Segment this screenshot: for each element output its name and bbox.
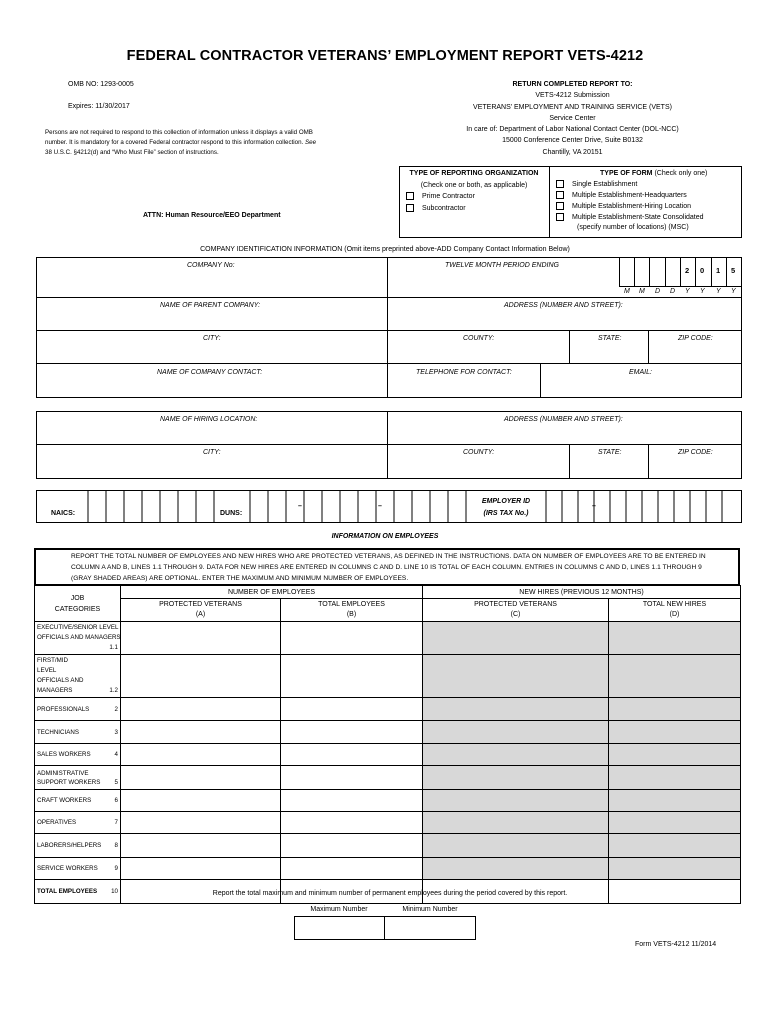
row-label: TECHNICIANS 3 bbox=[35, 721, 121, 744]
table-row bbox=[35, 834, 741, 858]
col-c-cell[interactable] bbox=[423, 721, 609, 744]
divider bbox=[726, 257, 727, 286]
col-b-cell[interactable] bbox=[281, 834, 423, 858]
hiring-location-option[interactable] bbox=[556, 202, 691, 210]
row-label: FIRST/MID LEVEL OFFICIALS AND MANAGERS 1.2 bbox=[35, 655, 121, 698]
col-a-cell[interactable] bbox=[121, 858, 281, 880]
col-a-cell[interactable] bbox=[121, 655, 281, 698]
divider bbox=[569, 444, 570, 479]
divider bbox=[648, 444, 649, 479]
row-label: LABORERS/HELPERS 8 bbox=[35, 834, 121, 858]
col-b-cell[interactable] bbox=[281, 721, 423, 744]
option-label: Multiple Establishment-State Consolidated bbox=[572, 213, 704, 221]
col-d-cell[interactable] bbox=[609, 744, 741, 766]
omb-number: OMB NO: 1293-0005 bbox=[68, 81, 134, 88]
expiration-date: Expires: 11/30/2017 bbox=[68, 103, 130, 110]
table-subheader-row bbox=[35, 599, 741, 622]
option-label: Subcontractor bbox=[422, 204, 466, 212]
col-a-cell[interactable] bbox=[121, 790, 281, 812]
divider bbox=[695, 257, 696, 286]
return-address bbox=[440, 79, 705, 158]
col-b-cell[interactable] bbox=[281, 744, 423, 766]
msc-note: (specify number of locations) (MSC) bbox=[577, 224, 689, 231]
option-label: Prime Contractor bbox=[422, 192, 475, 200]
hiring-city-label: CITY: bbox=[203, 449, 221, 456]
state-consolidated-checkbox[interactable] bbox=[556, 213, 564, 221]
employer-id-label bbox=[467, 496, 545, 520]
date-letter: M bbox=[639, 288, 645, 295]
prime-contractor-checkbox[interactable] bbox=[406, 192, 414, 200]
col-a-cell[interactable] bbox=[121, 698, 281, 721]
parent-company-label: NAME OF PARENT COMPANY: bbox=[160, 302, 261, 309]
col-b-cell[interactable] bbox=[281, 858, 423, 880]
return-title: RETURN COMPLETED REPORT TO: bbox=[512, 81, 633, 88]
option-label: Multiple Establishment-Headquarters bbox=[572, 191, 687, 199]
ein-dash: – bbox=[592, 503, 596, 510]
hiring-address-label: ADDRESS (NUMBER AND STREET): bbox=[504, 416, 623, 423]
hiring-location-label: NAME OF HIRING LOCATION: bbox=[160, 416, 258, 423]
option-label: Multiple Establishment-Hiring Location bbox=[572, 202, 692, 210]
row-label: SERVICE WORKERS 9 bbox=[35, 858, 121, 880]
divider bbox=[540, 363, 541, 398]
employees-section-title: INFORMATION ON EMPLOYEES bbox=[331, 533, 439, 540]
col-b-cell[interactable] bbox=[281, 790, 423, 812]
state-label: STATE: bbox=[598, 335, 622, 342]
col-c-cell[interactable] bbox=[423, 766, 609, 790]
max-min-instructions: Report the total maximum and minimum number of permanent employees during the period covered by this report. bbox=[212, 890, 568, 897]
date-letter: D bbox=[655, 288, 661, 295]
hiring-location-checkbox[interactable] bbox=[556, 202, 564, 210]
divider bbox=[36, 297, 742, 298]
id-grid-lines bbox=[36, 490, 742, 523]
row-label: EXECUTIVE/SENIOR LEVEL OFFICIALS AND MANAGERS 1.1 bbox=[35, 622, 121, 655]
new-hires-header: NEW HIRES (PREVIOUS 12 MONTHS) bbox=[423, 586, 741, 599]
row-label: CRAFT WORKERS 6 bbox=[35, 790, 121, 812]
divider bbox=[36, 444, 742, 445]
table-row bbox=[35, 622, 741, 655]
number-of-employees-header: NUMBER OF EMPLOYEES bbox=[121, 586, 423, 599]
telephone-label: TELEPHONE FOR CONTACT: bbox=[416, 369, 512, 376]
date-letter: Y bbox=[685, 288, 690, 295]
row-label: PROFESSIONALS 2 bbox=[35, 698, 121, 721]
col-c-cell[interactable] bbox=[423, 744, 609, 766]
row-label: OPERATIVES 7 bbox=[35, 812, 121, 834]
return-line: VETERANS’ EMPLOYMENT AND TRAINING SERVICE (VETS) bbox=[473, 103, 672, 111]
col-a-cell[interactable] bbox=[121, 622, 281, 655]
col-d-cell[interactable] bbox=[609, 721, 741, 744]
date-letter: M bbox=[624, 288, 630, 295]
naics-label: NAICS: bbox=[51, 510, 76, 517]
zip-label: ZIP CODE: bbox=[678, 335, 713, 342]
col-c-cell[interactable] bbox=[423, 812, 609, 834]
address-label: ADDRESS (NUMBER AND STREET): bbox=[504, 302, 623, 309]
divider bbox=[680, 257, 681, 286]
col-b-cell[interactable] bbox=[281, 698, 423, 721]
subcontractor-option[interactable] bbox=[406, 204, 466, 212]
col-b-cell[interactable] bbox=[281, 766, 423, 790]
col-a-cell[interactable] bbox=[121, 721, 281, 744]
divider bbox=[387, 257, 388, 398]
page-title: FEDERAL CONTRACTOR VETERANS’ EMPLOYMENT REPORT VETS-4212 bbox=[126, 48, 644, 64]
divider bbox=[648, 330, 649, 363]
job-categories-header: JOB CATEGORIES bbox=[35, 586, 121, 622]
state-consolidated-option[interactable] bbox=[556, 213, 704, 221]
subcontractor-checkbox[interactable] bbox=[406, 204, 414, 212]
divider bbox=[549, 166, 550, 238]
burden-line: number. It is mandatory for a covered Federal contractor respond to this information collection. bbox=[45, 139, 304, 146]
year-digit: 5 bbox=[731, 266, 736, 275]
col-d-cell[interactable] bbox=[609, 812, 741, 834]
table-row bbox=[35, 766, 741, 790]
employer-id-line: (IRS TAX No.) bbox=[483, 510, 529, 517]
table-row bbox=[35, 698, 741, 721]
divider bbox=[619, 286, 742, 287]
year-digit: 0 bbox=[700, 266, 705, 275]
col-d-cell[interactable] bbox=[609, 766, 741, 790]
col-b-cell[interactable] bbox=[281, 655, 423, 698]
hiring-county-label: COUNTY: bbox=[463, 449, 495, 456]
col-d-cell[interactable] bbox=[609, 655, 741, 698]
col-d-header: TOTAL NEW HIRES (D) bbox=[609, 599, 741, 622]
headquarters-checkbox[interactable] bbox=[556, 191, 564, 199]
period-ending-date-grid[interactable] bbox=[619, 257, 742, 297]
divider bbox=[665, 257, 666, 286]
return-line: VETS-4212 Submission bbox=[535, 92, 610, 100]
col-a-cell[interactable] bbox=[121, 834, 281, 858]
year-digit: 2 bbox=[685, 266, 690, 275]
city-label: CITY: bbox=[203, 335, 221, 342]
option-label: Single Establishment bbox=[572, 180, 638, 188]
company-no-field[interactable] bbox=[40, 272, 384, 294]
return-line: In care of: Department of Labor National Contact Center (DOL-NCC) bbox=[466, 126, 679, 134]
burden-see: See bbox=[305, 139, 317, 146]
org-type-subtitle: (Check one or both, as applicable) bbox=[420, 182, 528, 189]
col-c-header: PROTECTED VETERANS (C) bbox=[423, 599, 609, 622]
divider bbox=[649, 257, 650, 286]
county-label: COUNTY: bbox=[463, 335, 495, 342]
divider bbox=[36, 330, 742, 331]
burden-statement bbox=[45, 128, 375, 158]
row-label: TOTAL EMPLOYEES 10 bbox=[35, 880, 121, 904]
duns-label: DUNS: bbox=[220, 510, 243, 517]
date-letter: Y bbox=[700, 288, 705, 295]
col-d-cell[interactable] bbox=[609, 858, 741, 880]
col-a-cell[interactable] bbox=[121, 812, 281, 834]
instructions-text: REPORT THE TOTAL NUMBER OF EMPLOYEES AND NEW HIRES WHO ARE PROTECTED VETERANS, AS DEFINED IN THE INSTRUCTIONS. DATA ON NUMBER OF EMPLOYEES ARE TO BE ENTERED IN COLUMN A AND B, LINES 1.1 THROUGH 9. DATA FOR NEW HIRES ARE ENTERED IN COLUMNS C AND D. LINE 10 IS TOTAL OF EACH COLUMN. ENTRIES IN COLUMNS C AND D, LINES 1.1 THROUGH 9 (GRAY SHADED AREAS) ARE OPTIONAL. ENTER THE MAXIMUM AND MINIMUM NUMBER OF EMPLOYEES. bbox=[71, 553, 706, 582]
single-establishment-checkbox[interactable] bbox=[556, 180, 564, 188]
divider bbox=[36, 363, 742, 364]
return-line: 15000 Conference Center Drive, Suite B0132 bbox=[502, 137, 643, 145]
year-digit: 1 bbox=[716, 266, 721, 275]
company-section-title: COMPANY IDENTIFICATION INFORMATION (Omit items preprinted above-ADD Company Contact Information Below) bbox=[200, 246, 570, 253]
burden-line: Persons are not required to respond to this collection of information unless it displays a valid OMB bbox=[45, 129, 313, 136]
company-no-label: COMPANY No: bbox=[187, 262, 235, 269]
hiring-zip-label: ZIP CODE: bbox=[678, 449, 713, 456]
col-c-cell[interactable] bbox=[423, 834, 609, 858]
minimum-number-label: Minimum Number bbox=[402, 906, 458, 913]
date-letter: Y bbox=[716, 288, 721, 295]
col-b-header: TOTAL EMPLOYEES (B) bbox=[281, 599, 423, 622]
col-d-cell[interactable] bbox=[609, 622, 741, 655]
col-c-cell[interactable] bbox=[423, 698, 609, 721]
return-line: Chantilly, VA 20151 bbox=[542, 148, 603, 156]
divider bbox=[711, 257, 712, 286]
table-row bbox=[35, 655, 741, 698]
col-c-cell[interactable] bbox=[423, 622, 609, 655]
return-line: Service Center bbox=[549, 114, 596, 122]
headquarters-option[interactable] bbox=[556, 191, 687, 199]
col-a-cell[interactable] bbox=[121, 744, 281, 766]
maximum-number-label: Maximum Number bbox=[310, 906, 368, 913]
divider bbox=[569, 330, 570, 363]
date-letter: Y bbox=[731, 288, 736, 295]
org-type-title: TYPE OF REPORTING ORGANIZATION bbox=[409, 170, 539, 177]
divider bbox=[634, 257, 635, 286]
table-row bbox=[35, 721, 741, 744]
col-c-cell[interactable] bbox=[423, 655, 609, 698]
col-c-cell[interactable] bbox=[423, 858, 609, 880]
col-d-cell[interactable] bbox=[609, 834, 741, 858]
col-c-cell[interactable] bbox=[423, 790, 609, 812]
divider bbox=[619, 257, 620, 286]
table-row bbox=[35, 812, 741, 834]
col-a-header: PROTECTED VETERANS (A) bbox=[121, 599, 281, 622]
minimum-number-field[interactable] bbox=[384, 916, 476, 940]
col-d-cell[interactable] bbox=[609, 790, 741, 812]
col-b-cell[interactable] bbox=[281, 622, 423, 655]
col-b-cell[interactable] bbox=[281, 812, 423, 834]
form-id: Form VETS-4212 11/2014 bbox=[635, 941, 717, 948]
form-type-title: TYPE OF FORM (Check only one) bbox=[600, 170, 708, 177]
employees-table bbox=[34, 585, 741, 904]
col-d-cell[interactable] bbox=[609, 698, 741, 721]
company-contact-label: NAME OF COMPANY CONTACT: bbox=[157, 369, 263, 376]
col-a-cell[interactable] bbox=[121, 766, 281, 790]
burden-line: 38 U.S.C. §4212(d) and “Who Must File” section of instructions. bbox=[45, 149, 219, 156]
duns-dash: – bbox=[298, 503, 302, 510]
date-letter: D bbox=[670, 288, 676, 295]
table-row bbox=[35, 858, 741, 880]
table-row bbox=[35, 790, 741, 812]
employer-id-line: EMPLOYER ID bbox=[481, 498, 531, 505]
maximum-number-field[interactable] bbox=[294, 916, 385, 940]
divider bbox=[387, 411, 388, 479]
email-label: EMAIL: bbox=[629, 369, 652, 376]
period-ending-label: TWELVE MONTH PERIOD ENDING bbox=[445, 262, 559, 269]
row-label: ADMINISTRATIVE SUPPORT WORKERS 5 bbox=[35, 766, 121, 790]
single-establishment-option[interactable] bbox=[556, 180, 637, 188]
duns-dash: – bbox=[378, 503, 382, 510]
prime-contractor-option[interactable] bbox=[406, 192, 475, 200]
hiring-location-box bbox=[36, 411, 742, 479]
hiring-state-label: STATE: bbox=[598, 449, 622, 456]
row-label: SALES WORKERS 4 bbox=[35, 744, 121, 766]
attn-line: ATTN: Human Resource/EEO Department bbox=[143, 212, 281, 219]
table-header-row bbox=[35, 586, 741, 599]
table-row bbox=[35, 744, 741, 766]
